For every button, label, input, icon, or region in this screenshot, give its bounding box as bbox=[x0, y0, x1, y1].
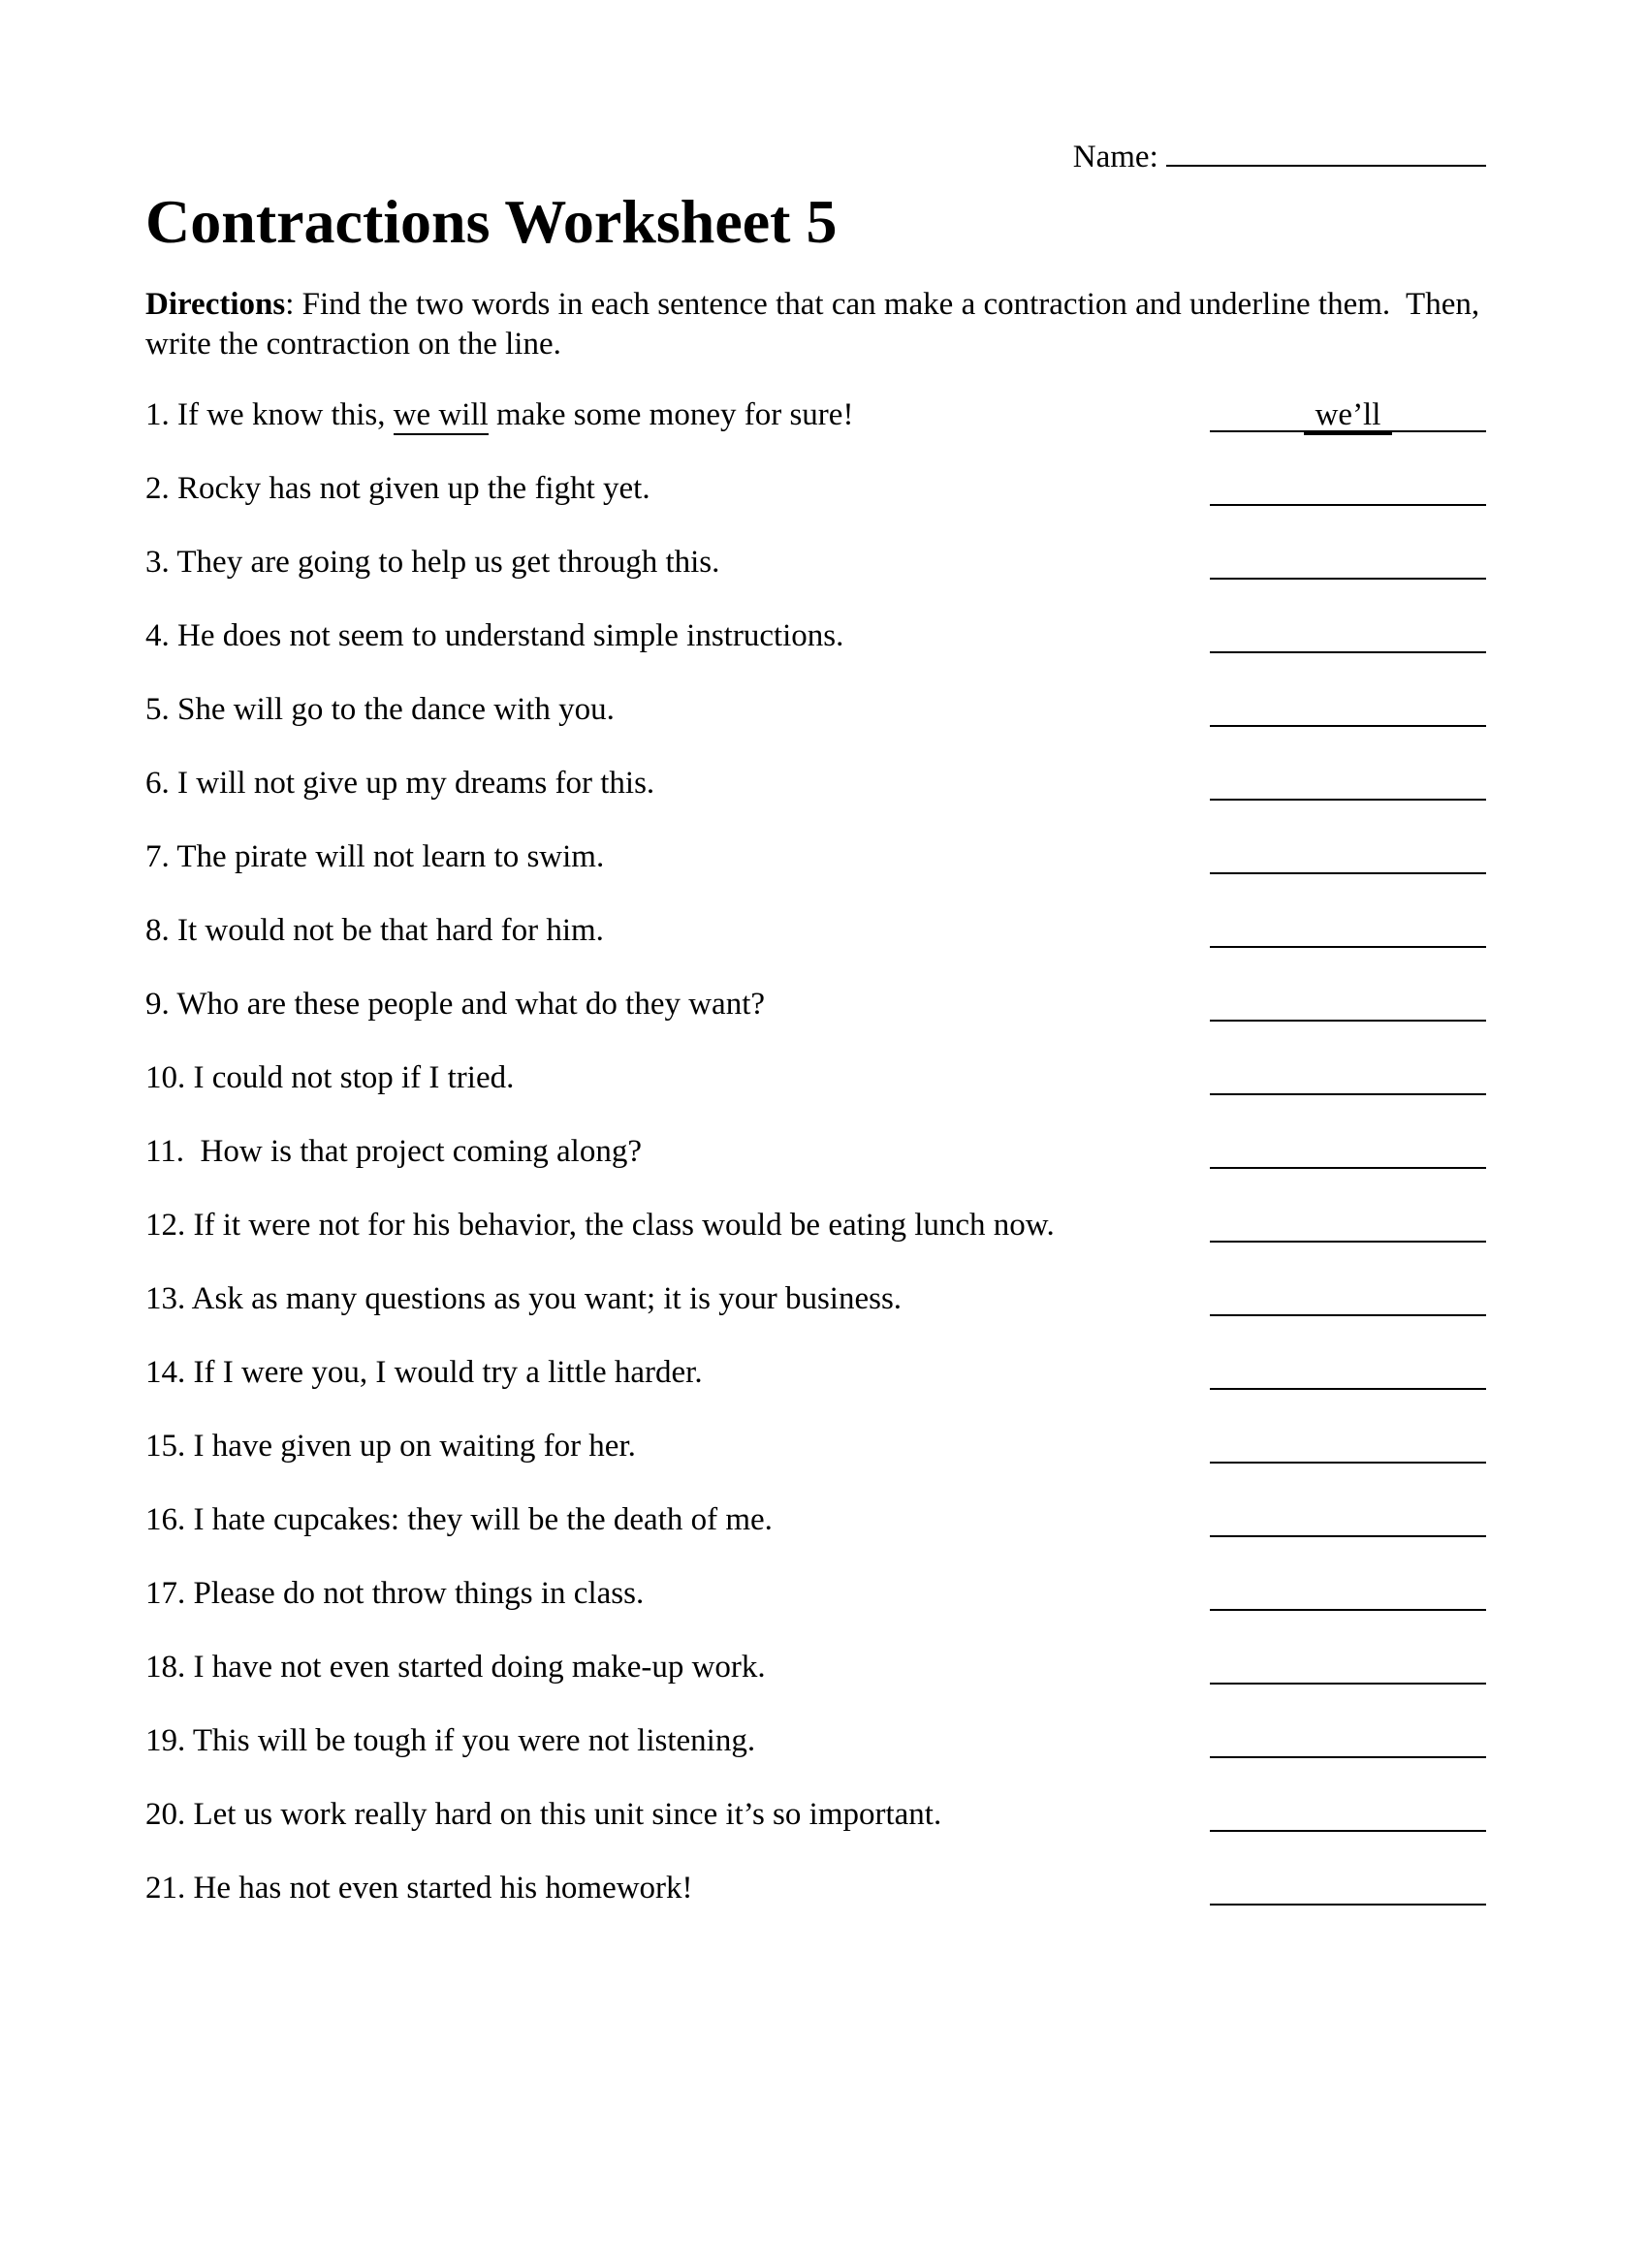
sentence-row bbox=[145, 616, 1486, 656]
sentence-segment: 13. Ask as many questions as you want; it is your business. bbox=[145, 1280, 903, 1316]
sentence-text bbox=[145, 543, 719, 583]
sentence-row bbox=[145, 1206, 1486, 1245]
sentence-segment: 14. If I were you, I would try a little harder. bbox=[145, 1354, 703, 1390]
sentence-segment: 2. Rocky has not given up the fight yet. bbox=[145, 470, 650, 506]
sentence-segment: 11. How is that project coming along? bbox=[145, 1133, 642, 1169]
name-row bbox=[145, 136, 1486, 176]
answer-blank bbox=[1210, 614, 1486, 653]
directions-text-line1: : Find the two words in each sentence that can make a contraction and underline them. Then, bbox=[285, 287, 1480, 323]
sentence-text bbox=[145, 985, 765, 1024]
sentence-row bbox=[145, 1132, 1486, 1172]
answer-blank bbox=[1210, 1351, 1486, 1390]
sentence-row bbox=[145, 543, 1486, 583]
sentence-row bbox=[145, 985, 1486, 1024]
sentence-list bbox=[145, 395, 1486, 1908]
answer-blank bbox=[1210, 1130, 1486, 1169]
sentence-row bbox=[145, 1869, 1486, 1908]
sentence-segment: 10. I could not stop if I tried. bbox=[145, 1059, 515, 1095]
sentence-segment: 18. I have not even started doing make-up work. bbox=[145, 1649, 766, 1685]
name-blank-line bbox=[1166, 136, 1486, 167]
name-label: Name: bbox=[1072, 140, 1158, 174]
answer-blank bbox=[1210, 1867, 1486, 1906]
sentence-text bbox=[145, 1132, 642, 1172]
sentence-row bbox=[145, 1648, 1486, 1687]
sentence-segment: 20. Let us work really hard on this unit since it’s so important. bbox=[145, 1796, 942, 1832]
sentence-segment: 17. Please do not throw things in class. bbox=[145, 1575, 645, 1611]
sentence-segment: 7. The pirate will not learn to swim. bbox=[145, 838, 605, 874]
sentence-segment: 9. Who are these people and what do they want? bbox=[145, 986, 766, 1022]
answer-blank bbox=[1210, 688, 1486, 727]
sentence-row bbox=[145, 1427, 1486, 1466]
sentence-segment: 4. He does not seem to understand simple instructions. bbox=[145, 617, 844, 653]
sentence-row bbox=[145, 1279, 1486, 1319]
sentence-text bbox=[145, 837, 604, 877]
answer-blank bbox=[1210, 983, 1486, 1022]
sentence-text bbox=[145, 1500, 773, 1540]
answer-blank bbox=[1210, 1204, 1486, 1243]
sentence-text bbox=[145, 690, 615, 730]
sentence-text bbox=[145, 1574, 644, 1614]
sentence-segment: 8. It would not be that hard for him. bbox=[145, 912, 604, 948]
sentence-segment: 5. She will go to the dance with you. bbox=[145, 691, 615, 727]
sentence-segment: 1. If we know this, bbox=[145, 396, 394, 432]
sentence-row bbox=[145, 1574, 1486, 1614]
sentence-segment: 19. This will be tough if you were not listening. bbox=[145, 1722, 756, 1758]
worksheet-page bbox=[0, 136, 1648, 1908]
sentence-row bbox=[145, 690, 1486, 730]
sentence-segment: 6. I will not give up my dreams for this. bbox=[145, 765, 655, 801]
sentence-segment: 16. I hate cupcakes: they will be the death of me. bbox=[145, 1501, 773, 1537]
directions bbox=[145, 285, 1486, 363]
sentence-row bbox=[145, 1058, 1486, 1098]
answer-blank bbox=[1210, 1719, 1486, 1758]
page-title: Contractions Worksheet 5 bbox=[145, 187, 838, 256]
answer-blank bbox=[1210, 394, 1486, 432]
sentence-text bbox=[145, 1206, 1055, 1245]
sentence-row bbox=[145, 764, 1486, 803]
sentence-text bbox=[145, 764, 654, 803]
sentence-text bbox=[145, 395, 853, 435]
sentence-row bbox=[145, 1500, 1486, 1540]
sentence-text bbox=[145, 1648, 766, 1687]
sentence-row bbox=[145, 1353, 1486, 1393]
sentence-text bbox=[145, 911, 604, 951]
sentence-text bbox=[145, 1869, 693, 1908]
sentence-text bbox=[145, 1353, 703, 1393]
sentence-row bbox=[145, 395, 1486, 435]
answer-blank bbox=[1210, 1498, 1486, 1537]
sentence-row bbox=[145, 837, 1486, 877]
sentence-segment: 3. They are going to help us get through this. bbox=[145, 544, 720, 580]
answer-blank bbox=[1210, 1277, 1486, 1316]
sentence-text bbox=[145, 1721, 755, 1761]
sentence-segment: 12. If it were not for his behavior, the class would be eating lunch now. bbox=[145, 1207, 1055, 1243]
answer-blank bbox=[1210, 762, 1486, 801]
sentence-text bbox=[145, 1058, 514, 1098]
sentence-row bbox=[145, 1721, 1486, 1761]
sentence-row bbox=[145, 911, 1486, 951]
sentence-row bbox=[145, 469, 1486, 509]
answer-text: we’ll bbox=[1304, 397, 1393, 435]
directions-text-line2: write the contraction on the line. bbox=[145, 326, 561, 362]
answer-blank bbox=[1210, 1056, 1486, 1095]
sentence-text bbox=[145, 616, 843, 656]
underlined-words: we will bbox=[394, 397, 489, 435]
answer-blank bbox=[1210, 541, 1486, 580]
sentence-segment: make some money for sure! bbox=[488, 396, 854, 432]
answer-blank bbox=[1210, 909, 1486, 948]
answer-blank bbox=[1210, 1572, 1486, 1611]
sentence-text bbox=[145, 1279, 902, 1319]
sentence-text bbox=[145, 1795, 941, 1835]
sentence-segment: 21. He has not even started his homework! bbox=[145, 1870, 693, 1906]
sentence-text bbox=[145, 469, 650, 509]
answer-blank bbox=[1210, 1646, 1486, 1685]
answer-blank bbox=[1210, 1425, 1486, 1464]
answer-blank bbox=[1210, 835, 1486, 874]
sentence-text bbox=[145, 1427, 636, 1466]
sentence-row bbox=[145, 1795, 1486, 1835]
sentence-segment: 15. I have given up on waiting for her. bbox=[145, 1428, 636, 1464]
answer-blank bbox=[1210, 1793, 1486, 1832]
answer-blank bbox=[1210, 467, 1486, 506]
directions-label: Directions bbox=[145, 287, 286, 323]
